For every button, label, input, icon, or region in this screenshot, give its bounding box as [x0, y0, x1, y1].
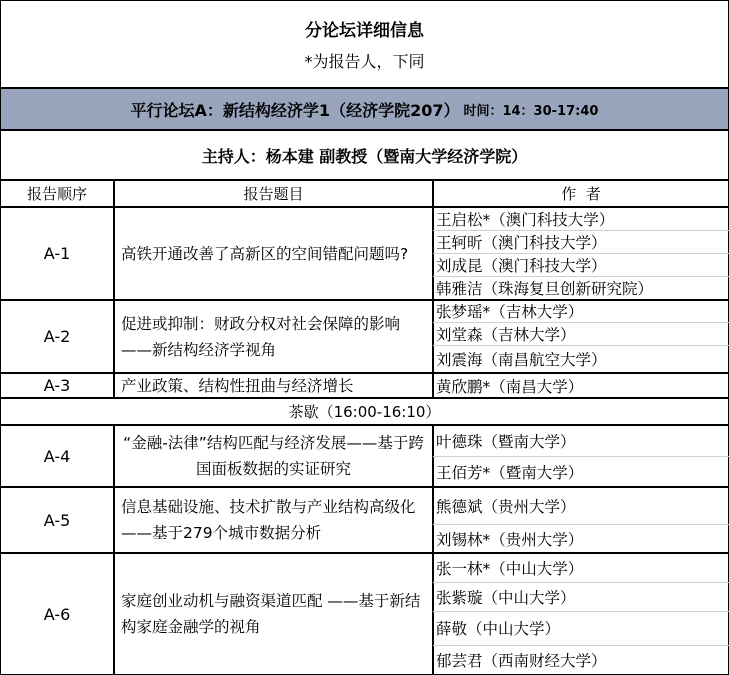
session-host: 主持人：杨本建 副教授（暨南大学经济学院） [0, 130, 729, 180]
author-entry: 韩雅洁（珠海复旦创新研究院） [436, 280, 654, 298]
author-entry: 刘锡林*（贵州大学） [436, 530, 584, 549]
table-row-topic: 信息基础设施、技术扩散与产业结构高级化——基于279个城市数据分析 [114, 487, 433, 553]
author-entry: 薛敬（中山大学） [436, 620, 561, 638]
author-entry: 叶德珠（暨南大学） [436, 432, 576, 451]
table-row-topic: 家庭创业动机与融资渠道匹配 ——基于新结构家庭金融学的视角 [114, 553, 433, 675]
sheet-header [0, 0, 729, 88]
author-entry: 张一林*（中山大学） [436, 559, 584, 578]
table-row-order: A-6 [0, 553, 114, 675]
table-row-topic: 促进或抑制：财政分权对社会保障的影响——新结构经济学视角 [114, 300, 433, 373]
page-title: 分论坛详细信息 [305, 21, 424, 41]
table-row-topic: 高铁开通改善了高新区的空间错配问题吗? [114, 207, 433, 300]
session-time: 时间：14：30-17:40 [463, 103, 599, 119]
session-band [0, 88, 729, 130]
table-row-topic: 产业政策、结构性扭曲与经济增长 [114, 373, 433, 398]
author-entry: 王启松*（澳门科技大学） [436, 210, 615, 229]
author-entry: 王佰芳*（暨南大学） [436, 463, 584, 482]
author-entry: 王轲昕（澳门科技大学） [436, 233, 607, 252]
author-entry: 黄欣鹏*（南昌大学） [436, 377, 584, 396]
author-entry: 熊德斌（贵州大学） [436, 497, 576, 516]
author-entry: 张梦瑶*（吉林大学） [436, 303, 584, 321]
table-row-order: A-2 [0, 300, 114, 373]
author-entry: 张紫璇（中山大学） [436, 588, 576, 607]
author-entry: 郁芸君（西南财经大学） [436, 652, 607, 670]
column-header-order: 报告顺序 [0, 180, 114, 207]
table-row-order: A-5 [0, 487, 114, 553]
column-header-topic: 报告题目 [114, 180, 433, 207]
author-entry: 刘堂森（吉林大学） [436, 325, 576, 344]
table-row-topic: “金融-法律”结构匹配与经济发展——基于跨国面板数据的实证研究 [114, 425, 433, 487]
page-subtitle: *为报告人，下同 [304, 52, 425, 71]
session-name: 平行论坛A：新结构经济学1（经济学院207） [130, 100, 460, 120]
column-header-authors: 作 者 [433, 180, 729, 207]
author-entry: 刘成昆（澳门科技大学） [436, 256, 607, 275]
table-row-order: A-4 [0, 425, 114, 487]
tea-break-row: 茶歇（16:00-16:10） [0, 398, 729, 425]
author-entry: 刘震海（南昌航空大学） [436, 351, 607, 369]
table-row-order: A-1 [0, 207, 114, 300]
table-row-order: A-3 [0, 373, 114, 398]
